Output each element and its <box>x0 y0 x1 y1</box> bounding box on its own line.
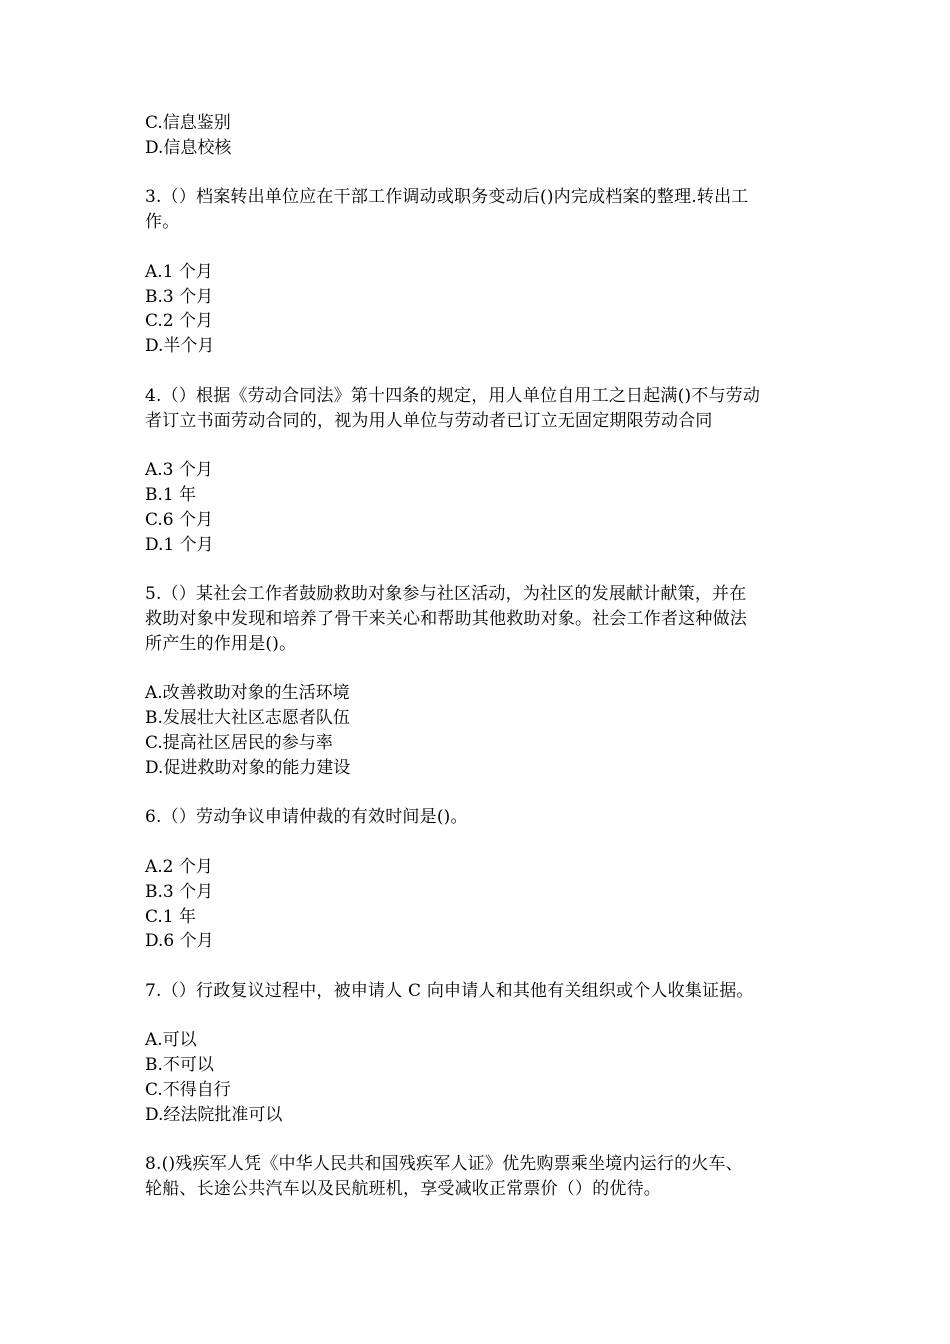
option-d: D.1 个月 <box>145 534 214 555</box>
question-6 <box>145 805 815 830</box>
option-a: A.2 个月 <box>145 856 213 877</box>
option-a: A.1 个月 <box>145 261 213 282</box>
question-7-options <box>145 1028 815 1127</box>
option-c: C.不得自行 <box>145 1080 231 1101</box>
option-c: C.信息鉴别 <box>145 113 231 133</box>
question-8-line-1: 8.()残疾军人凭《中华人民共和国残疾军人证》优先购票乘坐境内运行的火车、 <box>145 1154 743 1175</box>
question-4-line-1: 4.（）根据《劳动合同法》第十四条的规定，用人单位自用工之日起满()不与劳动 <box>145 385 761 406</box>
question-8-line-2: 轮船、长途公共汽车以及民航班机，享受减收正常票价（）的优待。 <box>145 1179 661 1200</box>
option-d: D.经法院批准可以 <box>145 1104 283 1125</box>
document-page <box>145 111 815 1202</box>
question-3-line-2: 作。 <box>145 212 180 233</box>
question-4 <box>145 384 815 434</box>
question-4-options <box>145 458 815 557</box>
question-6-line-1: 6.（）劳动争议申请仲裁的有效时间是()。 <box>145 807 468 828</box>
question-7 <box>145 979 815 1004</box>
question-5-line-1: 5.（）某社会工作者鼓励救助对象参与社区活动，为社区的发展献计献策，并在 <box>145 584 747 605</box>
option-c: C.2 个月 <box>145 311 214 332</box>
question-3 <box>145 185 815 235</box>
question-3-options <box>145 260 815 359</box>
option-a: A.改善救助对象的生活环境 <box>145 683 350 704</box>
option-b: B.3 个月 <box>145 286 214 307</box>
option-c: C.6 个月 <box>145 509 214 530</box>
question-3-line-1: 3.（）档案转出单位应在干部工作调动或职务变动后()内完成档案的整理.转出工 <box>145 187 749 208</box>
question-5-line-2: 救助对象中发现和培养了骨干来关心和帮助其他救助对象。社会工作者这种做法 <box>145 608 747 629</box>
question-5-options <box>145 681 815 780</box>
option-b: B.发展壮大社区志愿者队伍 <box>145 708 350 729</box>
option-c: C.提高社区居民的参与率 <box>145 732 333 753</box>
option-b: B.不可以 <box>145 1055 214 1076</box>
option-a: A.3 个月 <box>145 460 213 481</box>
option-c: C.1 年 <box>145 906 197 927</box>
option-d: D.信息校核 <box>145 137 232 158</box>
question-5-line-3: 所产生的作用是()。 <box>145 633 297 654</box>
option-b: B.1 年 <box>145 484 197 505</box>
question-4-line-2: 者订立书面劳动合同的，视为用人单位与劳动者已订立无固定期限劳动合同 <box>145 410 713 431</box>
question-8 <box>145 1152 815 1202</box>
question-6-options <box>145 855 815 954</box>
question-7-line-1: 7.（）行政复议过程中，被申请人 C 向申请人和其他有关组织或个人收集证据。 <box>145 980 754 1001</box>
option-b: B.3 个月 <box>145 881 214 902</box>
option-d: D.半个月 <box>145 336 215 357</box>
option-d: D.6 个月 <box>145 931 214 952</box>
option-d: D.促进救助对象的能力建设 <box>145 757 351 778</box>
option-a: A.可以 <box>145 1030 197 1051</box>
question-2-options-tail <box>145 111 815 161</box>
question-5 <box>145 582 815 656</box>
